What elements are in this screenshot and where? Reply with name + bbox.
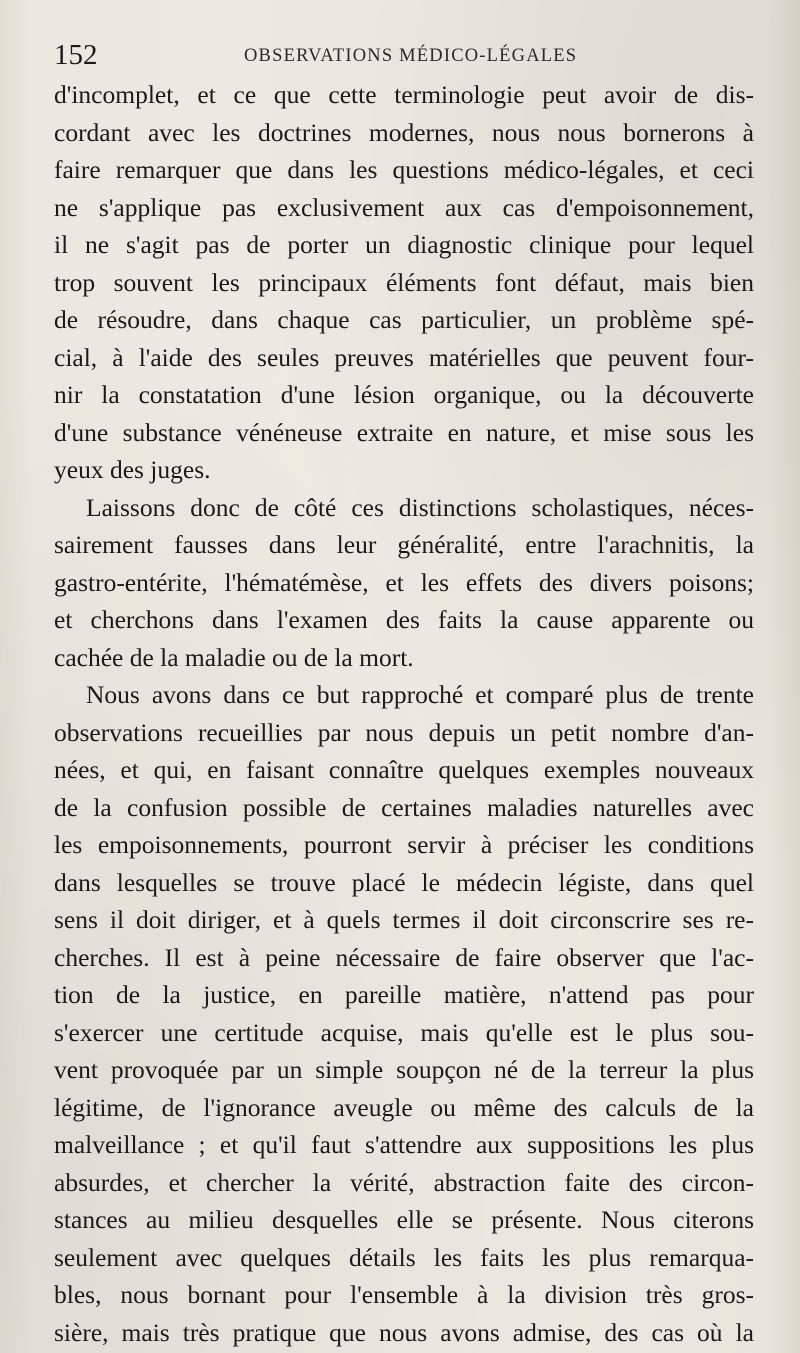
body-text xyxy=(54,76,754,1351)
text-line: yeux des juges. xyxy=(54,455,211,484)
text-line: légitime, de l'ignorance aveugle ou même des calculs de la xyxy=(54,1092,754,1122)
text-line-paragraph-start: Nous avons dans ce but rapproché et comparé plus de trente xyxy=(86,680,754,709)
text-line: sière, mais très pratique que nous avons admise, des cas où la xyxy=(54,1317,754,1347)
text-line: vent provoquée par un simple soupçon né de la terreur la plus xyxy=(54,1055,754,1084)
text-line: stances au milieu desquelles elle se présente. Nous citerons xyxy=(54,1205,754,1234)
text-line: nir la constatation d'une lésion organique, ou la découverte xyxy=(54,380,754,409)
text-line: de la confusion possible de certaines maladies naturelles avec xyxy=(54,792,754,822)
text-line: observations recueillies par nous depuis un petit nombre d'an- xyxy=(54,717,754,747)
text-line: ne s'applique pas exclusivement aux cas d'empoisonnement, xyxy=(54,192,754,222)
text-line-paragraph-start: Laissons donc de côté ces distinctions scholastiques, néces- xyxy=(86,492,754,522)
page-header xyxy=(54,38,754,72)
text-line: malveillance ; et qu'il faut s'attendre aux suppositions les plus xyxy=(54,1130,754,1159)
text-line: dans lesquelles se trouve placé le médecin légiste, dans quel xyxy=(54,867,754,897)
text-line: s'exercer une certitude acquise, mais qu'elle est le plus sou- xyxy=(54,1017,754,1047)
text-line: bles, nous bornant pour l'ensemble à la division très gros- xyxy=(54,1280,754,1309)
text-line: gastro-entérite, l'hématémèse, et les effets des divers poisons; xyxy=(54,567,754,597)
text-line: cordant avec les doctrines modernes, nous nous bornerons à xyxy=(54,117,754,147)
text-line: trop souvent les principaux éléments font défaut, mais bien xyxy=(54,267,754,297)
text-line: et cherchons dans l'examen des faits la cause apparente ou xyxy=(54,605,754,634)
text-line: d'une substance vénéneuse extraite en nature, et mise sous les xyxy=(54,417,754,447)
text-line: faire remarquer que dans les questions médico-légales, et ceci xyxy=(54,155,754,184)
text-line: de résoudre, dans chaque cas particulier, un problème spé- xyxy=(54,305,754,334)
text-line: cherches. Il est à peine nécessaire de faire observer que l'ac- xyxy=(54,942,754,972)
text-line: absurdes, et chercher la vérité, abstraction faite des circon- xyxy=(54,1167,754,1197)
text-line: d'incomplet, et ce que cette terminologie peut avoir de dis- xyxy=(54,80,754,109)
text-line: sairement fausses dans leur généralité, entre l'arachnitis, la xyxy=(54,530,754,559)
text-line: il ne s'agit pas de porter un diagnostic clinique pour lequel xyxy=(54,230,754,259)
text-line: cachée de la maladie ou de la mort. xyxy=(54,642,414,672)
text-line: tion de la justice, en pareille matière, n'attend pas pour xyxy=(54,980,754,1009)
text-line: nées, et qui, en faisant connaître quelques exemples nouveaux xyxy=(54,755,754,784)
text-line: les empoisonnements, pourront servir à préciser les conditions xyxy=(54,830,754,859)
running-head: OBSERVATIONS MÉDICO-LÉGALES xyxy=(244,46,578,66)
text-line: cial, à l'aide des seules preuves matérielles que peuvent four- xyxy=(54,342,754,372)
text-line: sens il doit diriger, et à quels termes il doit circonscrire ses re- xyxy=(54,905,754,934)
text-line: seulement avec quelques détails les faits les plus remarqua- xyxy=(54,1242,754,1272)
page-number: 152 xyxy=(54,39,98,71)
